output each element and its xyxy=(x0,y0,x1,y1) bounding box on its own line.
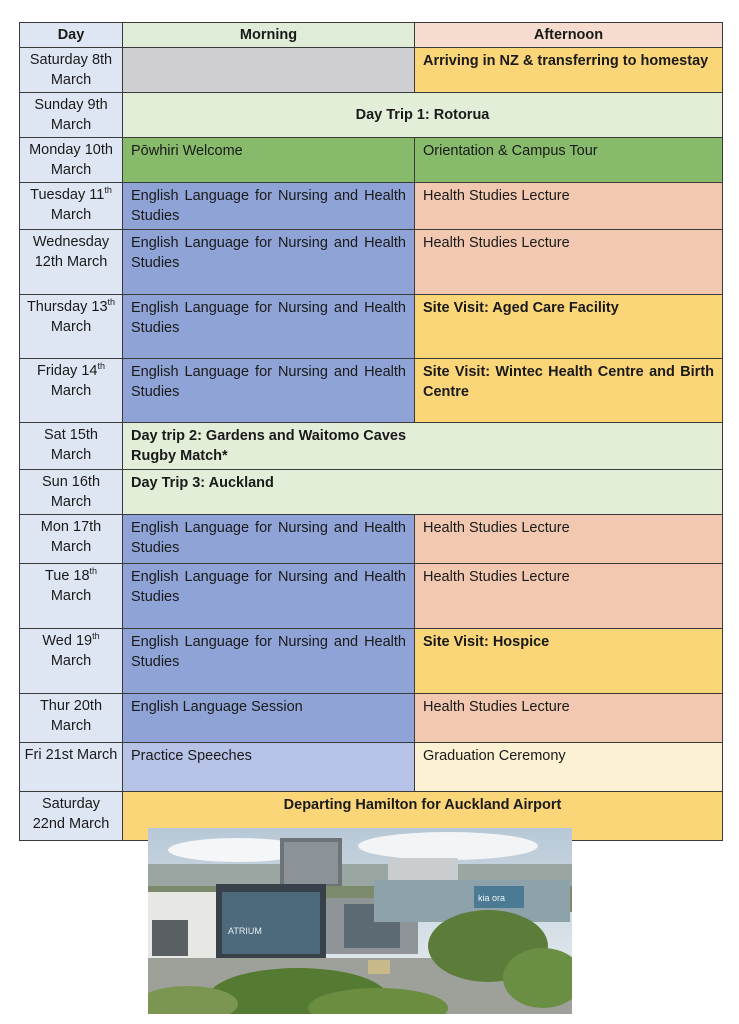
afternoon-cell: Health Studies Lecture xyxy=(415,183,723,230)
day-cell: Saturday 8th March xyxy=(20,48,123,93)
table-row xyxy=(20,230,723,295)
morning-cell: English Language Session xyxy=(123,694,415,743)
day-cell: Fri 21st March xyxy=(20,743,123,792)
table-row xyxy=(20,295,723,359)
full-day-cell: Day Trip 3: Auckland xyxy=(123,470,723,515)
table-row xyxy=(20,423,723,470)
day-cell: Mon 17th March xyxy=(20,515,123,564)
kia-ora-sign: kia ora xyxy=(478,893,506,903)
table-row xyxy=(20,470,723,515)
morning-cell: English Language for Nursing and Health Studies xyxy=(123,629,415,694)
afternoon-cell: Graduation Ceremony xyxy=(415,743,723,792)
afternoon-cell: Health Studies Lecture xyxy=(415,694,723,743)
table-row xyxy=(20,629,723,694)
table-row xyxy=(20,743,723,792)
afternoon-cell: Health Studies Lecture xyxy=(415,564,723,629)
day-cell: Thursday 13th March xyxy=(20,295,123,359)
morning-cell: English Language for Nursing and Health Studies xyxy=(123,564,415,629)
day-cell: Sun 16th March xyxy=(20,470,123,515)
table-row xyxy=(20,48,723,93)
campus-photo xyxy=(148,828,572,1014)
full-day-cell: Day trip 2: Gardens and Waitomo Caves Rugby Match* xyxy=(123,423,723,470)
day-cell: Saturday 22nd March xyxy=(20,792,123,841)
afternoon-cell: Health Studies Lecture xyxy=(415,230,723,295)
morning-cell: English Language for Nursing and Health Studies xyxy=(123,230,415,295)
table-row xyxy=(20,93,723,138)
full-day-cell: Departing Hamilton for Auckland Airport xyxy=(123,792,723,841)
morning-cell xyxy=(123,48,415,93)
morning-cell: Practice Speeches xyxy=(123,743,415,792)
afternoon-cell: Site Visit: Wintec Health Centre and Birth Centre xyxy=(415,359,723,423)
header-day: Day xyxy=(20,23,123,48)
afternoon-cell: Site Visit: Aged Care Facility xyxy=(415,295,723,359)
day-cell: Friday 14th March xyxy=(20,359,123,423)
table-row xyxy=(20,183,723,230)
day-cell: Monday 10th March xyxy=(20,138,123,183)
header-morning: Morning xyxy=(123,23,415,48)
itinerary-table xyxy=(19,22,723,841)
table-row xyxy=(20,515,723,564)
morning-cell: English Language for Nursing and Health Studies xyxy=(123,183,415,230)
atrium-sign: ATRIUM xyxy=(228,926,262,936)
morning-cell: English Language for Nursing and Health Studies xyxy=(123,359,415,423)
day-cell: Thur 20th March xyxy=(20,694,123,743)
table-row xyxy=(20,694,723,743)
morning-cell: Pōwhiri Welcome xyxy=(123,138,415,183)
afternoon-cell: Orientation & Campus Tour xyxy=(415,138,723,183)
afternoon-cell: Arriving in NZ & transferring to homestay xyxy=(415,48,723,93)
full-day-cell: Day Trip 1: Rotorua xyxy=(123,93,723,138)
afternoon-cell: Health Studies Lecture xyxy=(415,515,723,564)
morning-cell: English Language for Nursing and Health Studies xyxy=(123,515,415,564)
day-cell: Tue 18th March xyxy=(20,564,123,629)
header-row xyxy=(20,23,723,48)
day-cell: Tuesday 11th March xyxy=(20,183,123,230)
day-cell: Wed 19th March xyxy=(20,629,123,694)
table-row xyxy=(20,138,723,183)
table-row xyxy=(20,564,723,629)
day-cell: Sat 15th March xyxy=(20,423,123,470)
morning-cell: English Language for Nursing and Health Studies xyxy=(123,295,415,359)
afternoon-cell: Site Visit: Hospice xyxy=(415,629,723,694)
day-cell: Sunday 9th March xyxy=(20,93,123,138)
header-afternoon: Afternoon xyxy=(415,23,723,48)
day-cell: Wednesday 12th March xyxy=(20,230,123,295)
table-row xyxy=(20,359,723,423)
